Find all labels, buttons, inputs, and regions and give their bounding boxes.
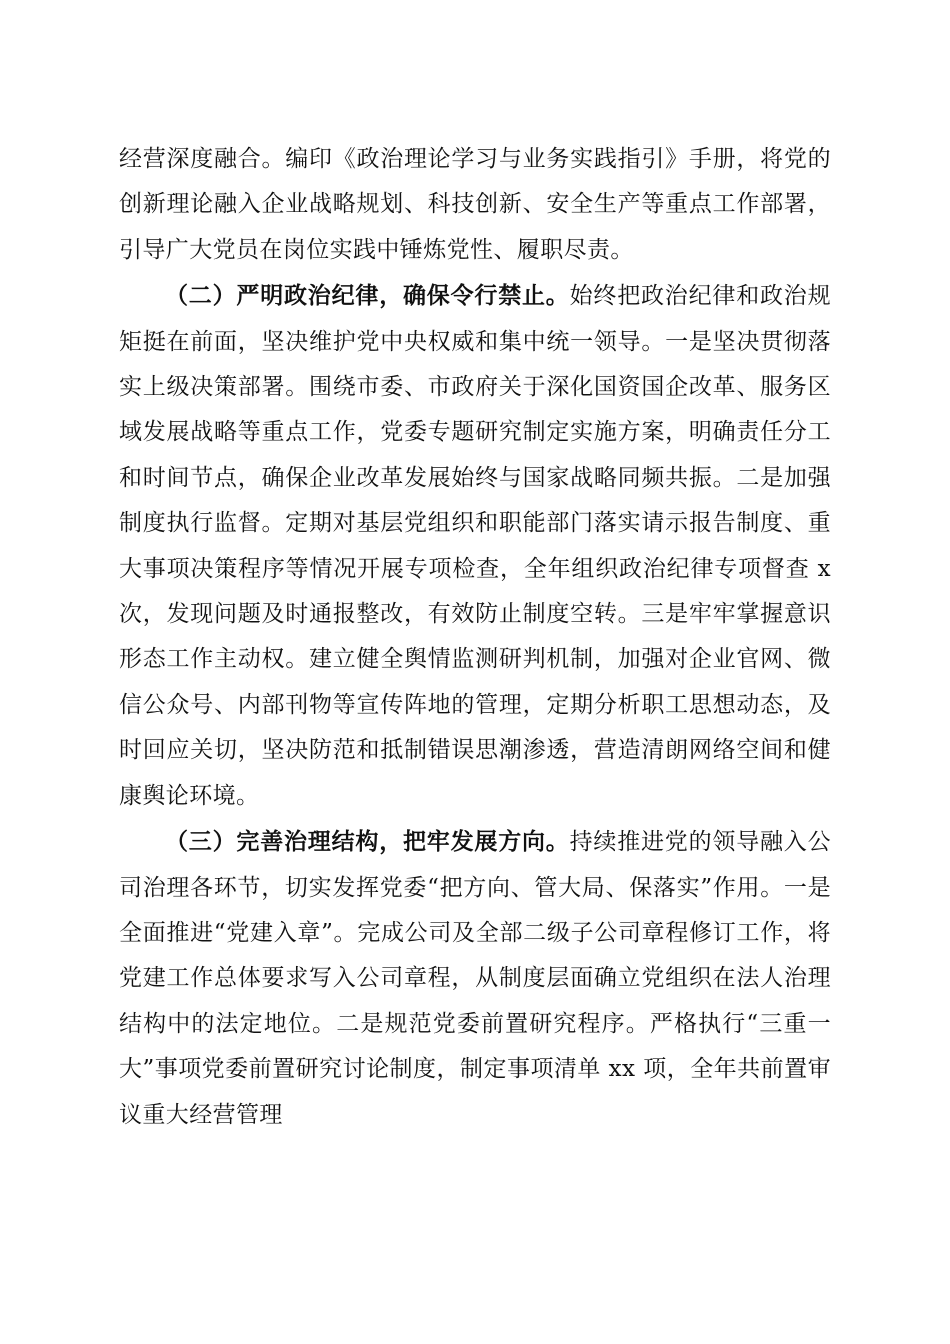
paragraph-3-heading: （三）完善治理结构，把牢发展方向。 [165,828,570,856]
paragraph-1 [119,136,831,273]
paragraph-2-heading: （二）严明政治纪律，确保令行禁止。 [165,282,570,310]
paragraph-3-text: 持续推进党的领导融入公司治理各环节，切实发挥党委“把方向、管大局、保落实”作用。一是全面推进“党建入章”。完成公司及全部二级子公司章程修订工作，将党建工作总体要求写入公司章程，从制度层面确立党组织在法人治理结构中的法定地位。二是规范党委前置研究程序。严格执行“三重一大”事项党委前置研究讨论制度，制定事项清单 xx 项，全年共前置审议重大经营管理 [119,829,831,1128]
document-body [119,136,831,1138]
paragraph-2-text: 始终把政治纪律和政治规矩挺在前面，坚决维护党中央权威和集中统一领导。一是坚决贯彻落实上级决策部署。围绕市委、市政府关于深化国资国企改革、服务区域发展战略等重点工作，党委专题研究制定实施方案，明确责任分工和时间节点，确保企业改革发展始终与国家战略同频共振。二是加强制度执行监督。定期对基层党组织和职能部门落实请示报告制度、重大事项决策程序等情况开展专项检查，全年组织政治纪律专项督查 x 次，发现问题及时通报整改，有效防止制度空转。三是牢牢掌握意识形态工作主动权。建立健全舆情监测研判机制，加强对企业官网、微信公众号、内部刊物等宣传阵地的管理，定期分析职工思想动态，及时回应关切，坚决防范和抵制错误思潮渗透，营造清朗网络空间和健康舆论环境。 [119,283,831,809]
paragraph-1-text: 经营深度融合。编印《政治理论学习与业务实践指引》手册，将党的创新理论融入企业战略规划、科技创新、安全生产等重点工作部署，引导广大党员在岗位实践中锤炼党性、履职尽责。 [119,146,831,263]
paragraph-3 [119,819,831,1138]
paragraph-2 [119,273,831,819]
